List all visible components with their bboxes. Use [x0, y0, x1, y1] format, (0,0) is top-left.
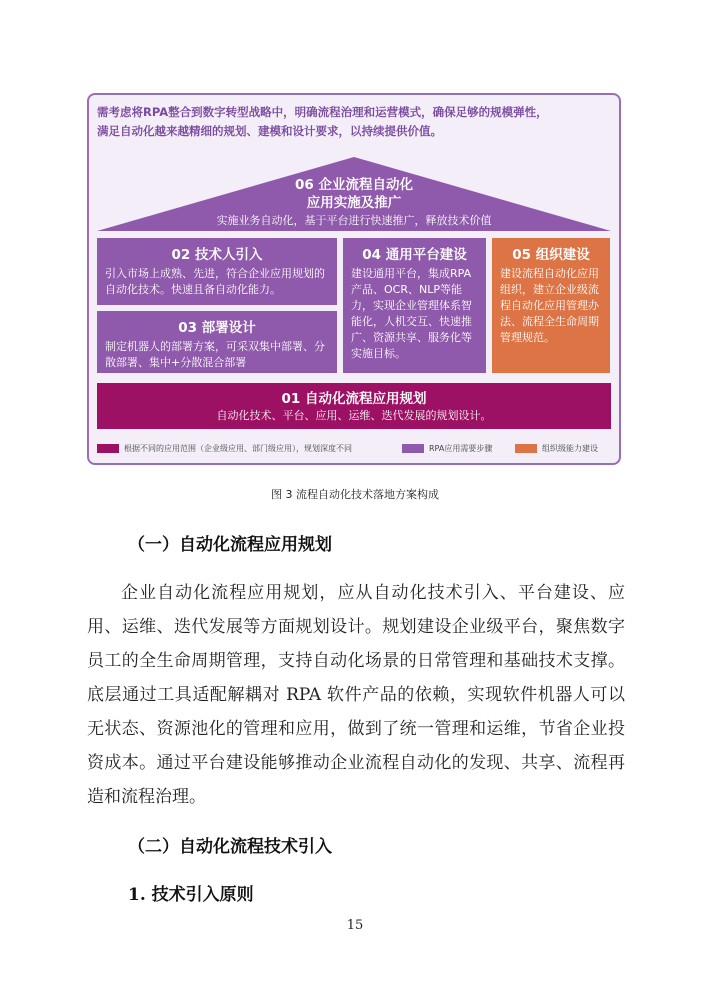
roof-desc: 实施业务自动化，基于平台进行快速推广，释放技术价值 [216, 214, 492, 227]
roof-title-line-2: 应用实施及推广 [306, 195, 402, 211]
box-01-desc: 自动化技术、平台、应用、运维、迭代发展的规划设计。 [216, 409, 492, 422]
legend-item-scope [97, 440, 352, 456]
legend-swatch-purple [402, 444, 424, 453]
legend-item-rpa-steps [402, 440, 492, 456]
box-04-title: 04 通用平台建设 [362, 247, 467, 263]
page-number: 15 [346, 918, 364, 933]
figure-caption: 图 3 流程自动化技术落地方案构成 [271, 488, 439, 501]
box-05-title: 05 组织建设 [512, 247, 590, 263]
box-04-platform [343, 238, 486, 373]
box-02-title: 02 技术人引入 [171, 247, 263, 263]
legend-label: 组织级能力建设 [542, 443, 598, 453]
body-paragraph: 企业自动化流程应用规划，应从自动化技术引入、平台建设、应用、运维、迭代发展等方面规划设计。规划建设企业级平台，聚焦数字员工的全生命周期管理，支持自动化场景的日常管理和基础技术支撑。底层通过工具适配解耦对 RPA 软件产品的依赖，实现软件机器人可以无状态、资源池化的管理和应用，做到了统一管理和运维，节省企业投资成本。通过平台建设能够推动企业流程自动化的发现、共享、流程再造和流程治理。 [87, 583, 625, 807]
intro-line-1: 需考虑将RPA整合到数字转型战略中，明确流程治理和运营模式，确保足够的规模弹性， [97, 105, 548, 119]
box-03-title: 03 部署设计 [178, 320, 256, 336]
legend-swatch-orange [515, 444, 537, 453]
subsection-heading: 1. 技术引入原则 [128, 885, 254, 905]
roof-06 [97, 155, 611, 233]
box-03-deployment [97, 311, 337, 373]
box-04-desc: 建设通用平台，集成RPA产品、OCR、NLP等能力，实现企业管理体系智能化，人机交互、快速推广、资源共享、服务化等实施目标。 [351, 267, 472, 360]
box-01-title: 01 自动化流程应用规划 [281, 391, 427, 407]
intro-line-2: 满足自动化越来越精细的规划、建模和设计要求，以持续提供价值。 [97, 124, 442, 138]
legend-label: RPA应用需要步骤 [429, 443, 493, 453]
box-03-desc: 制定机器人的部署方案，可采双集中部署、分散部署、集中+分散混合部署 [105, 340, 325, 369]
box-05-organization [492, 238, 610, 373]
roof-title-line-1: 06 企业流程自动化 [295, 177, 413, 193]
box-01-planning [97, 383, 611, 429]
legend-swatch-magenta [97, 444, 119, 453]
diagram-intro [97, 103, 611, 141]
legend [97, 440, 611, 456]
box-02-desc: 引入市场上成熟、先进，符合企业应用规划的自动化技术。快速且备自动化能力。 [105, 267, 325, 296]
legend-item-org [515, 440, 598, 456]
solution-diagram [87, 93, 621, 465]
section-heading-1: （一）自动化流程应用规划 [128, 535, 332, 555]
box-02-tech-intro [97, 238, 337, 305]
box-05-desc: 建设流程自动化应用组织，建立企业级流程自动化应用管理办法、流程全生命周期管理规范。 [500, 267, 599, 344]
section-heading-2: （二）自动化流程技术引入 [128, 837, 332, 857]
legend-label: 根据不同的应用范围（企业级应用、部门级应用），规划深度不同 [124, 443, 352, 453]
